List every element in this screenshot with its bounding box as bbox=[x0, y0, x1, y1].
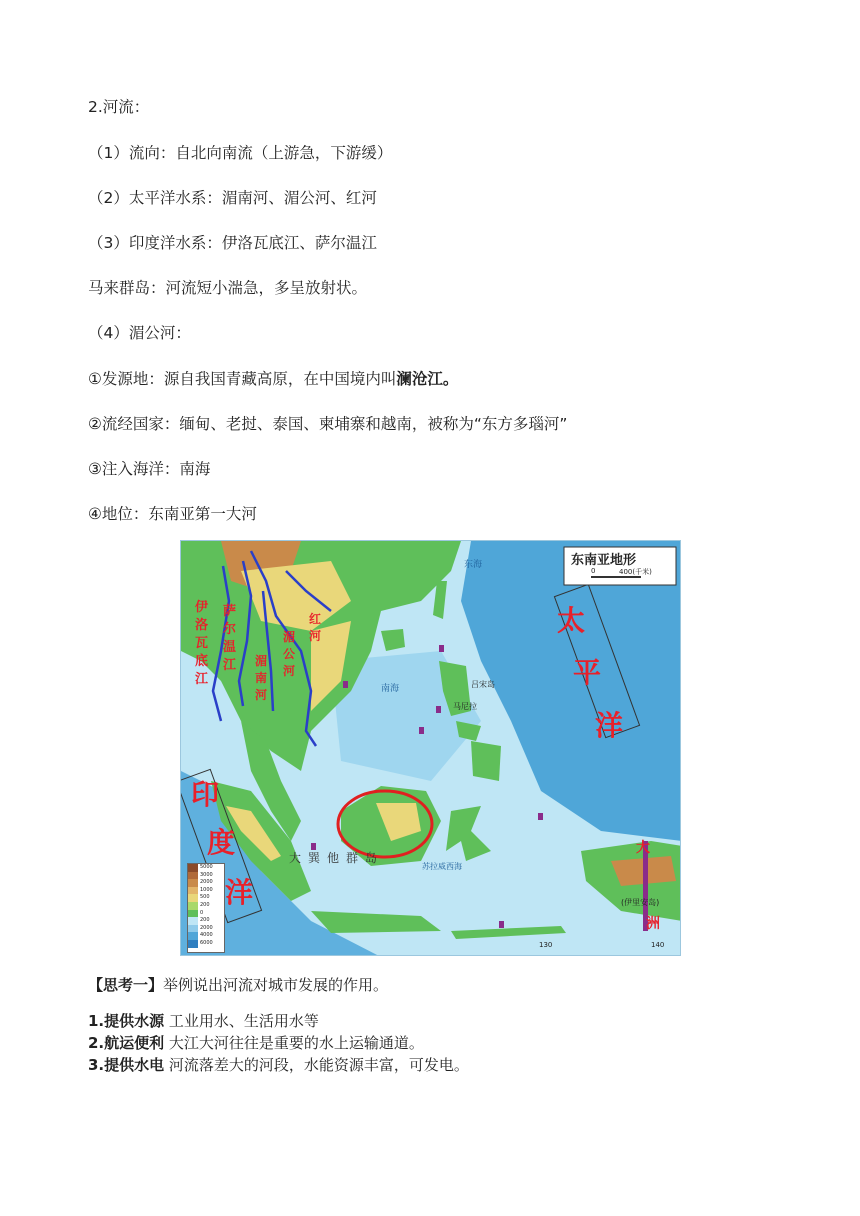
legend-value: 2000 bbox=[200, 924, 213, 931]
indian-system: （3）印度洋水系：伊洛瓦底江、萨尔温江 bbox=[88, 234, 377, 252]
legend-value: 5000 bbox=[200, 864, 213, 870]
legend-value: 1000 bbox=[200, 886, 213, 893]
salween-char: 萨 bbox=[223, 604, 237, 619]
legend-value: 4000 bbox=[200, 932, 213, 939]
mekong-label bbox=[283, 629, 297, 680]
southeast-asia-topographic-map bbox=[180, 540, 681, 956]
luzon-label: 吕宋岛 bbox=[471, 680, 495, 689]
new-guinea-label: (伊里安岛) bbox=[621, 898, 660, 907]
irrawaddy-char: 瓦 bbox=[195, 636, 209, 651]
irrawaddy-char: 底 bbox=[195, 654, 209, 669]
irrawaddy-char: 江 bbox=[195, 672, 209, 687]
legend-value: 0 bbox=[200, 909, 204, 916]
think-question-text: 举例说出河流对城市发展的作用。 bbox=[163, 976, 389, 994]
salween-char: 温 bbox=[223, 640, 237, 655]
salween-char: 江 bbox=[223, 658, 237, 673]
think-point-2 bbox=[88, 1032, 424, 1054]
mekong-char: 河 bbox=[283, 664, 296, 678]
mekong-char: 公 bbox=[283, 647, 296, 661]
elevation-legend bbox=[187, 863, 225, 953]
lon-140-label: 140 bbox=[651, 941, 665, 949]
mekong-ocean: ③注入海洋：南海 bbox=[88, 460, 211, 478]
oceania-label-1: 大 bbox=[636, 840, 650, 856]
think-question bbox=[88, 974, 388, 996]
legend-value: 6000 bbox=[200, 939, 213, 946]
east-sea-label: 东海 bbox=[464, 560, 483, 570]
malay-archipelago: 马来群岛：河流短小湍急，多呈放射状。 bbox=[88, 279, 368, 297]
scale-distance: 400(千米) bbox=[619, 568, 652, 576]
scale-zero: 0 bbox=[591, 567, 596, 575]
legend-value: 2000 bbox=[200, 879, 213, 886]
irrawaddy-char: 洛 bbox=[195, 618, 209, 633]
greater-sunda-label: 大巽他群岛 bbox=[289, 851, 385, 865]
chao-phraya-char: 湄 bbox=[255, 654, 268, 668]
legend-value: 500 bbox=[200, 894, 210, 901]
think-bracket-label: 【思考一】 bbox=[88, 976, 164, 994]
red-river-char: 河 bbox=[309, 629, 322, 643]
chao-phraya-label bbox=[255, 653, 269, 704]
pacific-system: （2）太平洋水系：湄南河、湄公河、红河 bbox=[88, 189, 377, 207]
irrawaddy-char: 伊 bbox=[195, 600, 209, 615]
legend-value: 3000 bbox=[200, 871, 213, 878]
indian-label-2: 度 bbox=[207, 826, 236, 859]
irrawaddy-label bbox=[195, 599, 209, 689]
indian-label-3: 洋 bbox=[225, 876, 254, 909]
mekong-char: 湄 bbox=[283, 630, 296, 644]
mindanao bbox=[471, 741, 501, 781]
mekong-countries: ②流经国家：缅甸、老挝、泰国、柬埔寨和越南，被称为“东方多瑙河” bbox=[88, 415, 568, 433]
think-point-2-label: 2.航运便利 bbox=[88, 1034, 165, 1052]
think-point-2-text: 大江大河往往是重要的水上运输通道。 bbox=[168, 1034, 424, 1052]
mekong-source bbox=[88, 368, 458, 390]
chao-phraya-char: 南 bbox=[255, 671, 268, 685]
legend-swatches bbox=[188, 864, 198, 948]
source-bold: 澜沧江。 bbox=[396, 370, 459, 388]
mekong-heading: （4）湄公河： bbox=[88, 324, 191, 342]
legend-value: 200 bbox=[200, 901, 210, 908]
chao-phraya-char: 河 bbox=[255, 688, 268, 702]
red-river-char: 红 bbox=[309, 612, 322, 626]
think-point-3-label: 3.提供水电 bbox=[88, 1056, 165, 1074]
salween-label bbox=[223, 603, 237, 675]
legend-values bbox=[198, 864, 213, 948]
think-point-1-label: 1.提供水源 bbox=[88, 1012, 165, 1030]
think-point-1 bbox=[88, 1010, 319, 1032]
pacific-label-1: 太 bbox=[557, 604, 586, 637]
indian-label-1: 印 bbox=[191, 778, 220, 811]
pacific-label-3: 洋 bbox=[595, 709, 624, 742]
manila-label: 马尼拉 bbox=[453, 702, 477, 711]
oceania-label-2: 洲 bbox=[646, 916, 660, 932]
legend-value: 200 bbox=[200, 917, 210, 924]
red-river-label bbox=[309, 611, 323, 645]
think-point-3-text: 河流落差大的河段，水能资源丰富，可发电。 bbox=[168, 1056, 469, 1074]
celebes-sea-label: 苏拉威西海 bbox=[422, 862, 462, 871]
pacific-label-2: 平 bbox=[573, 656, 602, 689]
think-point-1-text: 工业用水、生活用水等 bbox=[168, 1012, 319, 1030]
lon-130-label: 130 bbox=[539, 941, 553, 949]
salween-char: 尔 bbox=[223, 622, 237, 637]
map-title: 东南亚地形 bbox=[571, 553, 637, 568]
source-text: ①发源地：源自我国青藏高原，在中国境内叫 bbox=[88, 370, 397, 388]
heading-rivers: 2.河流： bbox=[88, 98, 150, 116]
south-china-sea-label: 南海 bbox=[381, 684, 400, 694]
flow-direction: （1）流向：自北向南流（上游急，下游缓） bbox=[88, 144, 393, 162]
think-point-3 bbox=[88, 1054, 469, 1076]
mekong-status: ④地位：东南亚第一大河 bbox=[88, 505, 257, 523]
scale-bar bbox=[591, 576, 641, 578]
